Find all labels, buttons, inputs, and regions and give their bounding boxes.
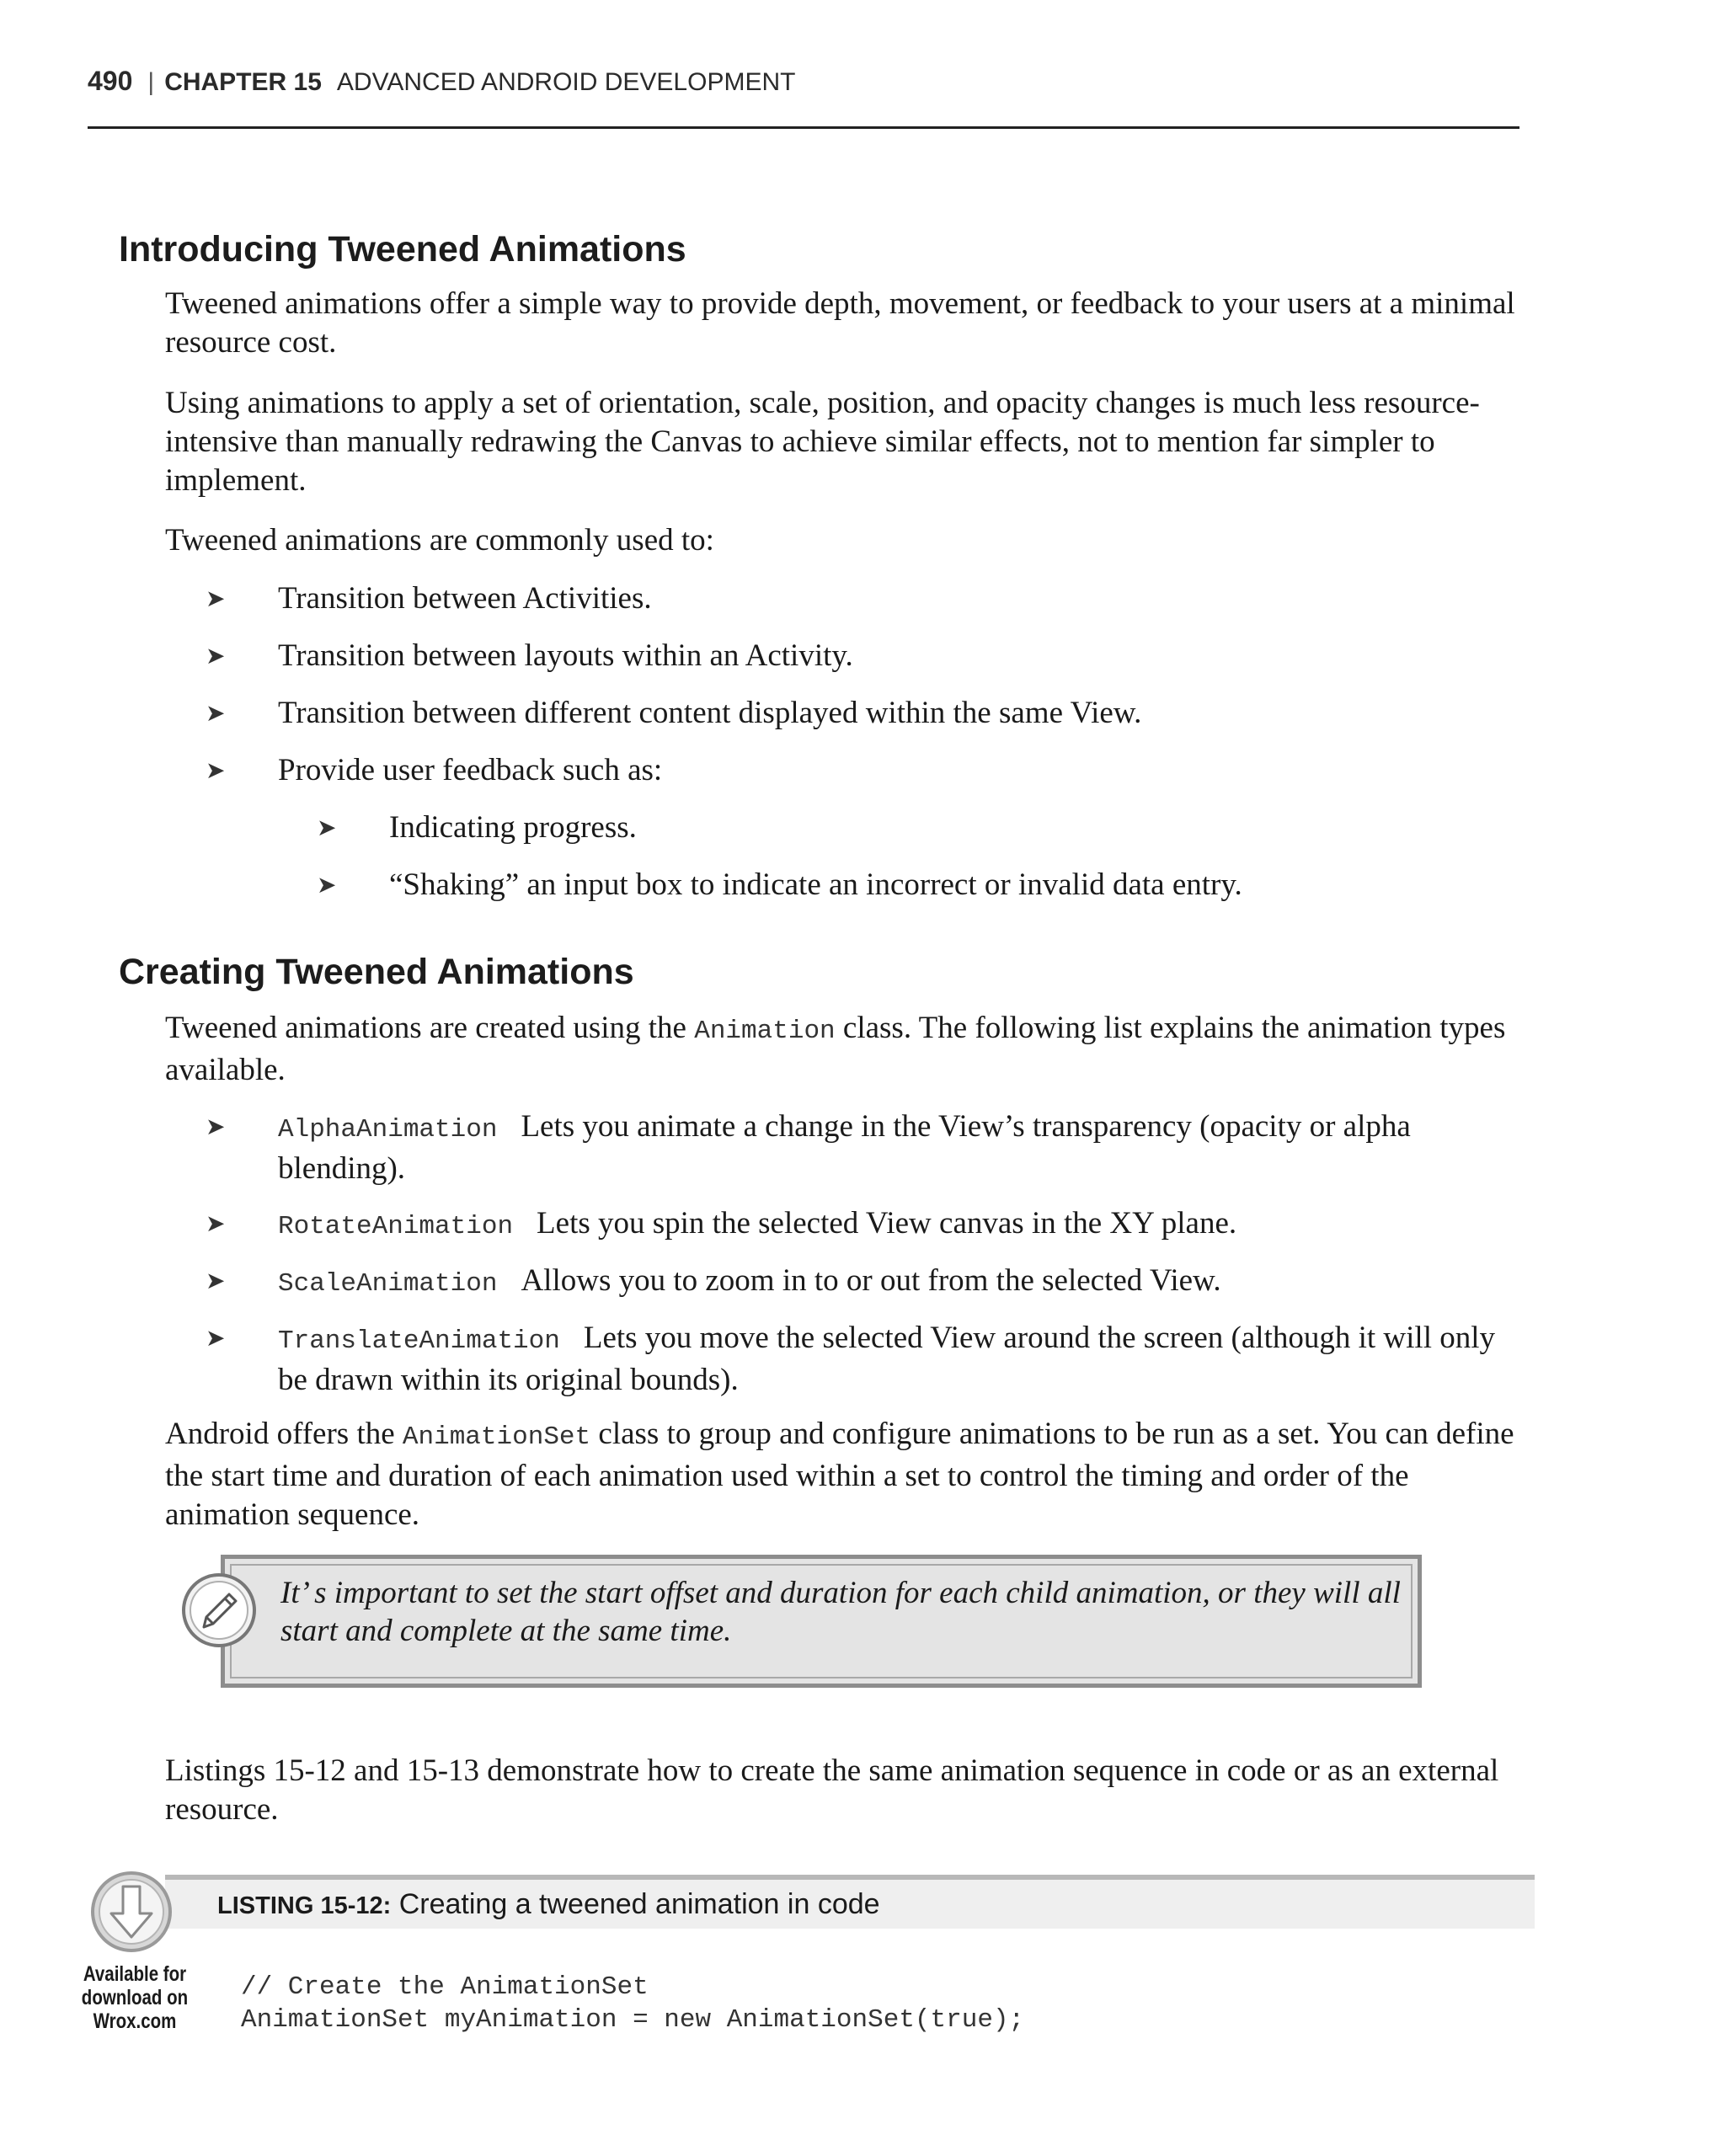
arrow-bullet-icon: ➤ — [206, 1267, 226, 1294]
arrow-bullet-icon: ➤ — [317, 871, 337, 899]
section-heading-creating: Creating Tweened Animations — [119, 952, 634, 992]
paragraph — [165, 1009, 1530, 1090]
list-item — [206, 1319, 1525, 1400]
list-item-text: Lets you animate a change in the View’s transparency (opacity or alpha blending). — [278, 1109, 1411, 1186]
list-item — [206, 694, 1525, 733]
paragraph: Listings 15-12 and 15-13 demonstrate how to create the same animation sequence in code or as an external resource. — [165, 1753, 1499, 1827]
running-header — [88, 66, 795, 97]
arrow-bullet-icon: ➤ — [206, 1113, 226, 1140]
listing-label: LISTING 15-12: — [217, 1892, 392, 1919]
text-run: Tweened animations are created using the — [165, 1011, 695, 1045]
listing-title-bar — [165, 1875, 1535, 1929]
arrow-bullet-icon: ➤ — [206, 1324, 226, 1352]
chapter-label: CHAPTER 15 — [164, 68, 322, 96]
paragraph: Tweened animations are commonly used to: — [165, 523, 714, 558]
text-run: class to group and configure animations to be run as a set. You can define the start time and duration of each animation used within a set to control the timing and order of the animation sequence. — [165, 1417, 1514, 1532]
arrow-bullet-icon: ➤ — [206, 699, 226, 727]
header-separator: | — [147, 68, 155, 96]
download-line: Available for — [83, 1962, 187, 1986]
listing-title — [217, 1888, 880, 1921]
list-item-text: Lets you spin the selected View canvas in the XY plane. — [537, 1206, 1237, 1241]
note-text: It’ s important to set the start offset and duration for each child animation, or they will all start and complete at the same time. — [280, 1576, 1401, 1648]
code-line: // Create the AnimationSet — [241, 1972, 649, 2002]
list-item-text: “Shaking” an input box to indicate an incorrect or invalid data entry. — [389, 867, 1242, 902]
code-block — [241, 1971, 1024, 2036]
download-line: Wrox.com — [93, 2009, 177, 2033]
listing-caption: Creating a tweened animation in code — [398, 1888, 880, 1920]
paragraph: Tweened animations offer a simple way to provide depth, movement, or feedback to your users at a minimal resource cost. — [165, 286, 1515, 360]
inline-code: Animation — [694, 1017, 836, 1046]
list-item-text: Provide user feedback such as: — [278, 753, 663, 787]
sub-list-item — [317, 866, 1526, 905]
list-item-text: Allows you to zoom in to or out from the selected View. — [521, 1263, 1221, 1298]
page-number: 490 — [88, 66, 133, 96]
inline-code: AnimationSet — [402, 1422, 591, 1452]
class-name: TranslateAnimation — [278, 1326, 560, 1356]
arrow-bullet-icon: ➤ — [206, 642, 226, 670]
arrow-bullet-icon: ➤ — [317, 814, 337, 841]
class-name: ScaleAnimation — [278, 1269, 498, 1299]
list-item-text: Transition between different content displayed within the same View. — [278, 696, 1142, 730]
list-item-text: Indicating progress. — [389, 810, 637, 845]
list-item — [206, 1204, 1525, 1246]
text-run: Android offers the — [165, 1417, 403, 1451]
header-rule — [88, 126, 1519, 129]
download-arrow-icon[interactable] — [89, 1870, 174, 1954]
class-name: AlphaAnimation — [278, 1115, 498, 1145]
pencil-note-icon — [180, 1572, 258, 1649]
code-line: AnimationSet myAnimation = new AnimationSet(true); — [241, 2005, 1025, 2035]
sub-list-item — [317, 808, 1526, 847]
download-line: download on — [81, 1986, 189, 2009]
arrow-bullet-icon: ➤ — [206, 584, 226, 612]
class-name: RotateAnimation — [278, 1212, 514, 1241]
chapter-title: ADVANCED ANDROID DEVELOPMENT — [336, 68, 796, 96]
list-item-text: Transition between layouts within an Activity. — [278, 638, 853, 673]
list-item — [206, 579, 1525, 618]
section-heading-introducing: Introducing Tweened Animations — [119, 229, 686, 270]
text-run: class. The following list explains the animation types available. — [165, 1011, 1506, 1087]
list-item — [206, 751, 1525, 790]
paragraph — [165, 1415, 1530, 1534]
arrow-bullet-icon: ➤ — [206, 1209, 226, 1237]
note-box — [221, 1555, 1422, 1688]
download-caption[interactable] — [79, 1962, 190, 2033]
list-item — [206, 637, 1525, 675]
list-item — [206, 1262, 1525, 1304]
list-item-text: Transition between Activities. — [278, 581, 652, 616]
list-item-text: Lets you move the selected View around the screen (although it will only be drawn within its original bounds). — [278, 1321, 1496, 1397]
arrow-bullet-icon: ➤ — [206, 756, 226, 784]
paragraph: Using animations to apply a set of orientation, scale, position, and opacity changes is much less resource-intensive than manually redrawing the Canvas to achieve similar effects, not to mention far simpler to implement. — [165, 386, 1480, 498]
list-item — [206, 1107, 1525, 1188]
